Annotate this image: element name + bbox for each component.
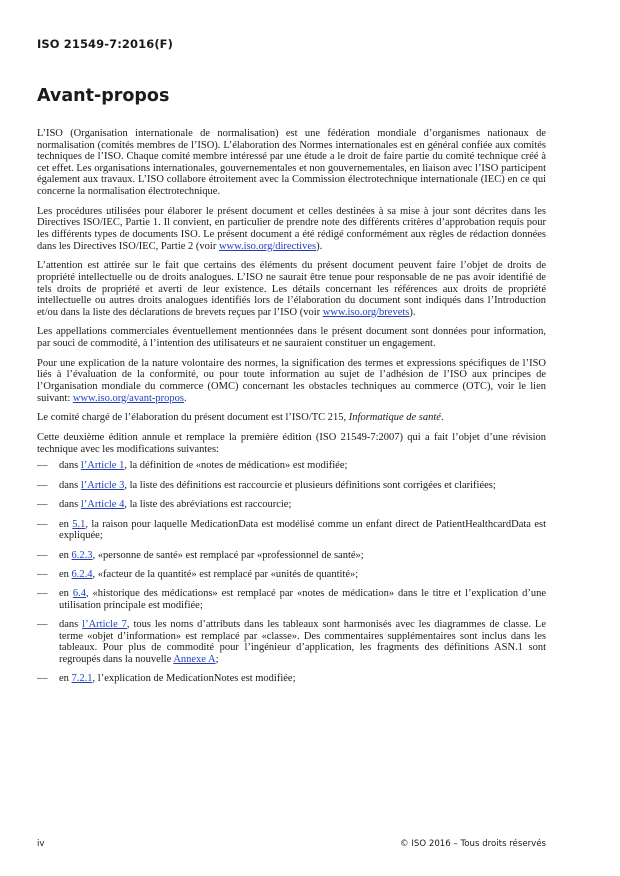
- paragraph-voluntary-nature: [37, 358, 546, 404]
- item-text: en: [59, 588, 73, 600]
- paragraph-text: ).: [316, 240, 323, 252]
- clause-6-2-3-link[interactable]: 6.2.3: [71, 549, 93, 561]
- paragraph-patent-rights: [37, 260, 546, 318]
- item-text: en: [59, 518, 73, 530]
- modifications-list: [37, 460, 546, 685]
- item-text: ;: [215, 654, 219, 666]
- list-dash: —: [37, 518, 48, 530]
- paragraph-trade-names: Les appellations commerciales éventuellement mentionnées dans le présent document sont données pour information, par souci de commodité, à l’intention des utilisateurs et ne sauraient constituer un engagement.: [37, 326, 546, 350]
- page-number: iv: [37, 839, 45, 849]
- item-text: dans: [59, 499, 81, 511]
- item-text: dans: [59, 619, 83, 631]
- article-7-link[interactable]: l’Article 7: [82, 619, 127, 631]
- list-item: [37, 588, 546, 611]
- item-text: , «facteur de la quantité» est remplacé par «unités de quantité»;: [92, 568, 359, 580]
- clause-6-2-4-link[interactable]: 6.2.4: [71, 568, 93, 580]
- paragraph-text: .: [440, 412, 444, 424]
- item-text: , l’explication de MedicationNotes est modifiée;: [92, 673, 296, 685]
- foreword-link[interactable]: www.iso.org/avant-propos: [72, 392, 184, 404]
- page-footer: [37, 839, 546, 851]
- list-dash: —: [37, 499, 48, 511]
- item-text: dans: [59, 460, 81, 472]
- directives-link[interactable]: www.iso.org/directives: [218, 240, 317, 252]
- item-text: , la raison pour laquelle MedicationData est modélisé comme un enfant direct de PatientHealthcardData est expliquée;: [59, 518, 546, 542]
- list-item: [37, 569, 546, 581]
- item-text: , la définition de «notes de médication» est modifiée;: [124, 460, 348, 472]
- paragraph-text: Les procédures utilisées pour élaborer le présent document et celles destinées à sa mise à jour sont décrites dans les Directives ISO/IEC, Partie 1. Il convient, en particulier de prendre note des différents critères d’approbation requis pour les différents types de documents ISO. Le présent document a été rédigé conformément aux règles de rédaction données dans les Directives ISO/IEC, Partie 2 (voir: [37, 205, 546, 252]
- item-text: dans: [59, 479, 81, 491]
- item-text: , «personne de santé» est remplacé par «professionnel de santé»;: [92, 549, 364, 561]
- list-item: [37, 460, 546, 472]
- list-item: [37, 519, 546, 542]
- copyright-notice: © ISO 2016 – Tous droits réservés: [400, 839, 546, 849]
- article-1-link[interactable]: l’Article 1: [80, 460, 125, 472]
- list-dash: —: [37, 460, 48, 472]
- article-4-link[interactable]: l’Article 4: [80, 499, 125, 511]
- paragraph-text: ).: [409, 306, 416, 318]
- list-item: [37, 480, 546, 492]
- item-text: , la liste des abréviations est raccourcie;: [124, 499, 292, 511]
- item-text: en: [59, 568, 72, 580]
- article-3-link[interactable]: l’Article 3: [80, 479, 125, 491]
- list-item: [37, 499, 546, 511]
- paragraph-text: .: [184, 392, 187, 404]
- item-text: , la liste des définitions est raccourcie et plusieurs définitions sont corrigées et clarifiées;: [124, 479, 496, 491]
- list-dash: —: [37, 673, 48, 685]
- foreword-body: [37, 128, 546, 693]
- clause-5-1-link[interactable]: 5.1: [72, 518, 86, 530]
- item-text: en: [59, 673, 72, 685]
- paragraph-iso-organization: L’ISO (Organisation internationale de normalisation) est une fédération mondiale d’organismes nationaux de normalisation (comités membres de l’ISO). L’élaboration des Normes internationales est en général confiée aux comités techniques de l’ISO. Chaque comité membre intéressé par une étude a le droit de faire partie du comité technique créé à cet effet. Les organisations internationales, gouvernementales et non gouvernementales, en liaison avec l’ISO participent également aux travaux. L’ISO collabore étroitement avec la Commission électrotechnique internationale (IEC) en ce qui concerne la normalisation électrotechnique.: [37, 128, 546, 197]
- committee-title: Informatique de santé: [348, 412, 441, 424]
- paragraph-edition: Cette deuxième édition annule et remplace la première édition (ISO 21549-7:2007) qui a fait l’objet d’une révision technique avec les modifications suivantes:: [37, 432, 546, 455]
- list-dash: —: [37, 588, 48, 600]
- paragraph-text: Pour une explication de la nature volontaire des normes, la signification des termes et expressions spécifiques de l’ISO liés à l’évaluation de la conformité, ou pour toute information au sujet de l’adhésion de l’ISO aux principes de l’Organisation mondiale du commerce (OMC) concernant les obstacles techniques au commerce (OTC), voir le lien suivant:: [37, 357, 546, 404]
- paragraph-committee: [37, 412, 546, 424]
- list-item: [37, 619, 546, 665]
- paragraph-procedures: [37, 206, 546, 252]
- list-dash: —: [37, 568, 48, 580]
- paragraph-text: Le comité chargé de l’élaboration du présent document est l’ISO/TC 215,: [37, 412, 349, 424]
- item-text: en: [59, 549, 72, 561]
- clause-7-2-1-link[interactable]: 7.2.1: [71, 673, 93, 685]
- list-item: [37, 673, 546, 685]
- section-title: Avant-propos: [37, 86, 170, 106]
- list-item: [37, 550, 546, 562]
- paragraph-text: L’attention est attirée sur le fait que certains des éléments du présent document peuvent faire l’objet de droits de propriété intellectuelle ou de droits analogues. L’ISO ne saurait être tenue pour responsable de ne pas avoir identifié de tels droits de propriété et averti de leur existence. Les détails concernant les références aux droits de propriété intellectuelle ou autres droits analogues identifiés lors de l’élaboration du document sont indiqués dans l’Introduction et/ou dans la liste des déclarations de brevets reçues par l’ISO (voir: [37, 260, 546, 318]
- item-text: , tous les noms d’attributs dans les tableaux sont harmonisés avec les diagrammes de classe. Le terme «objet d’information» est remplacé par «classe». Des commentaires supplémentaires sont inclus dans les tableaux. Pour plus de commodité pour l’ingénieur d’application, les fragments des définitions ASN.1 sont regroupés dans la nouvelle: [59, 619, 546, 666]
- list-dash: —: [37, 549, 48, 561]
- item-text: , «historique des médications» est remplacé par «notes de médication» dans le titre et l’explication d’une utilisation principale est modifiée;: [59, 588, 546, 611]
- patents-link[interactable]: www.iso.org/brevets: [322, 306, 410, 318]
- document-identifier: ISO 21549-7:2016(F): [37, 37, 173, 51]
- annex-a-link[interactable]: Annexe A: [173, 654, 216, 666]
- list-dash: —: [37, 619, 48, 631]
- clause-6-4-link[interactable]: 6.4: [72, 588, 86, 600]
- list-dash: —: [37, 479, 48, 491]
